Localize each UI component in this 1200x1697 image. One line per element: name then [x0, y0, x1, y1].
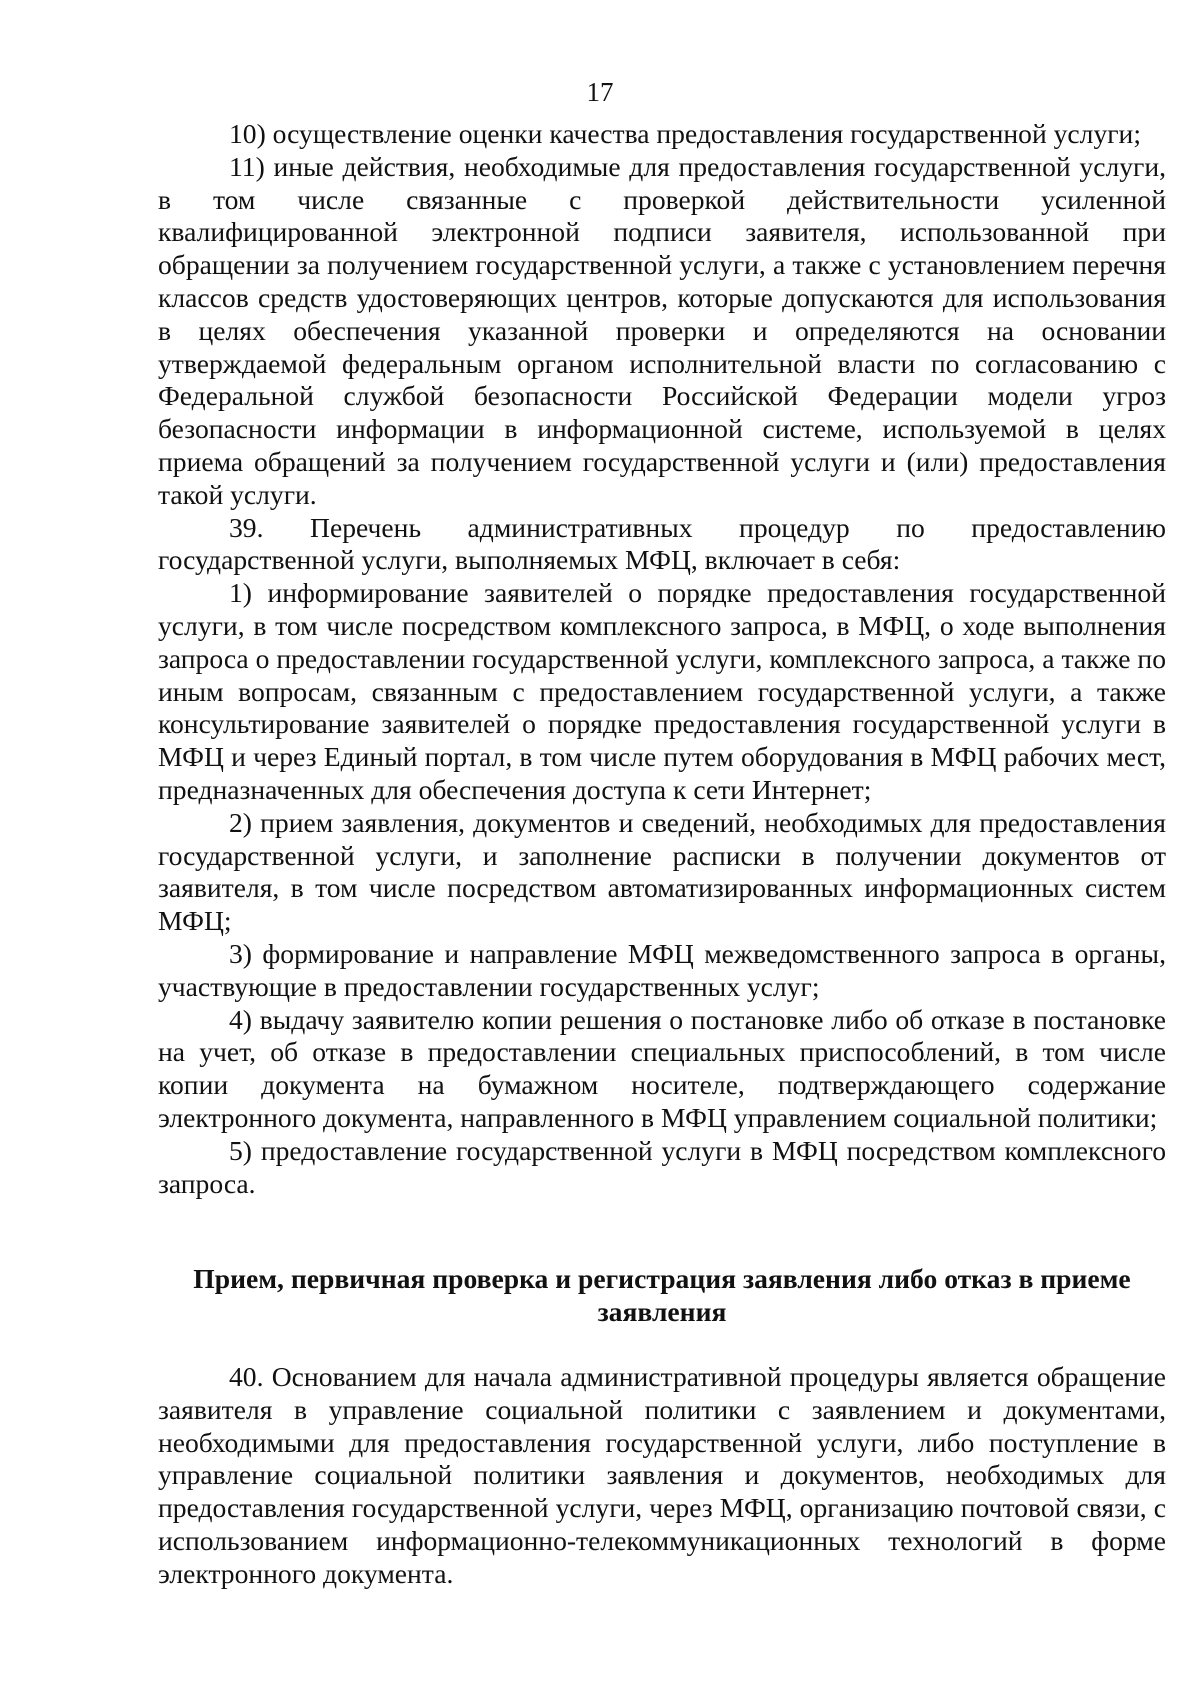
paragraph-subitem-5: 5) предоставление государственной услуги в МФЦ посредством комплексного запроса.: [158, 1134, 1166, 1199]
paragraph-item-11: 11) иные действия, необходимые для предоставления государственной услуги, в том числе связанные с проверкой действительности усиленной квалифицированной электронной подписи заявителя, использованной при обращении за получением государственной услуги, а также с установлением перечня классов средств удостоверяющих центров, которые допускаются для использования в целях обеспечения указанной проверки и определяются на основании утверждаемой федеральным органом исполнительной власти по согласованию с Федеральной службой безопасности Российской Федерации модели угроз безопасности информации в информационной системе, используемой в целях приема обращений за получением государственной услуги и (или) предоставления такой услуги.: [158, 150, 1166, 510]
section-heading: Прием, первичная проверка и регистрация заявления либо отказ в приеме заявления: [193, 1263, 1131, 1327]
page-number: 17: [586, 77, 614, 107]
paragraph-clause-39: 39. Перечень административных процедур по предоставлению государственной услуги, выполняемых МФЦ, включает в себя:: [158, 511, 1166, 576]
paragraph-subitem-3: 3) формирование и направление МФЦ межведомственного запроса в органы, участвующие в предоставлении государственных услуг;: [158, 937, 1166, 1002]
paragraph-subitem-1: 1) информирование заявителей о порядке предоставления государственной услуги, в том числе посредством комплексного запроса, в МФЦ, о ходе выполнения запроса о предоставлении государственной услуги, комплексного запроса, а также по иным вопросам, связанным с предоставлением государственной услуги, а также консультирование заявителей о порядке предоставления государственной услуги в МФЦ и через Единый портал, в том числе путем оборудования в МФЦ рабочих мест, предназначенных для обеспечения доступа к сети Интернет;: [158, 577, 1166, 805]
paragraph-clause-40: 40. Основанием для начала административной процедуры является обращение заявителя в управление социальной политики с заявлением и документами, необходимыми для предоставления государственной услуги, либо поступление в управление социальной политики заявления и документов, необходимых для предоставления государственной услуги, через МФЦ, организацию почтовой связи, с использованием информационно-телекоммуникационных технологий в форме электронного документа.: [158, 1361, 1166, 1589]
paragraph-subitem-2: 2) прием заявления, документов и сведений, необходимых для предоставления государственной услуги, и заполнение расписки в получении документов от заявителя, в том числе посредством автоматизированных информационных систем МФЦ;: [158, 806, 1166, 937]
paragraph-item-10: 10) осуществление оценки качества предоставления государственной услуги;: [229, 118, 1141, 149]
body-text: [158, 118, 1166, 1200]
paragraph-subitem-4: 4) выдачу заявителю копии решения о постановке либо об отказе в постановке на учет, об отказе в предоставлении специальных приспособлений, в том числе копии документа на бумажном носителе, подтверждающего содержание электронного документа, направленного в МФЦ управлением социальной политики;: [158, 1003, 1166, 1133]
section-body-text: [158, 1361, 1166, 1591]
